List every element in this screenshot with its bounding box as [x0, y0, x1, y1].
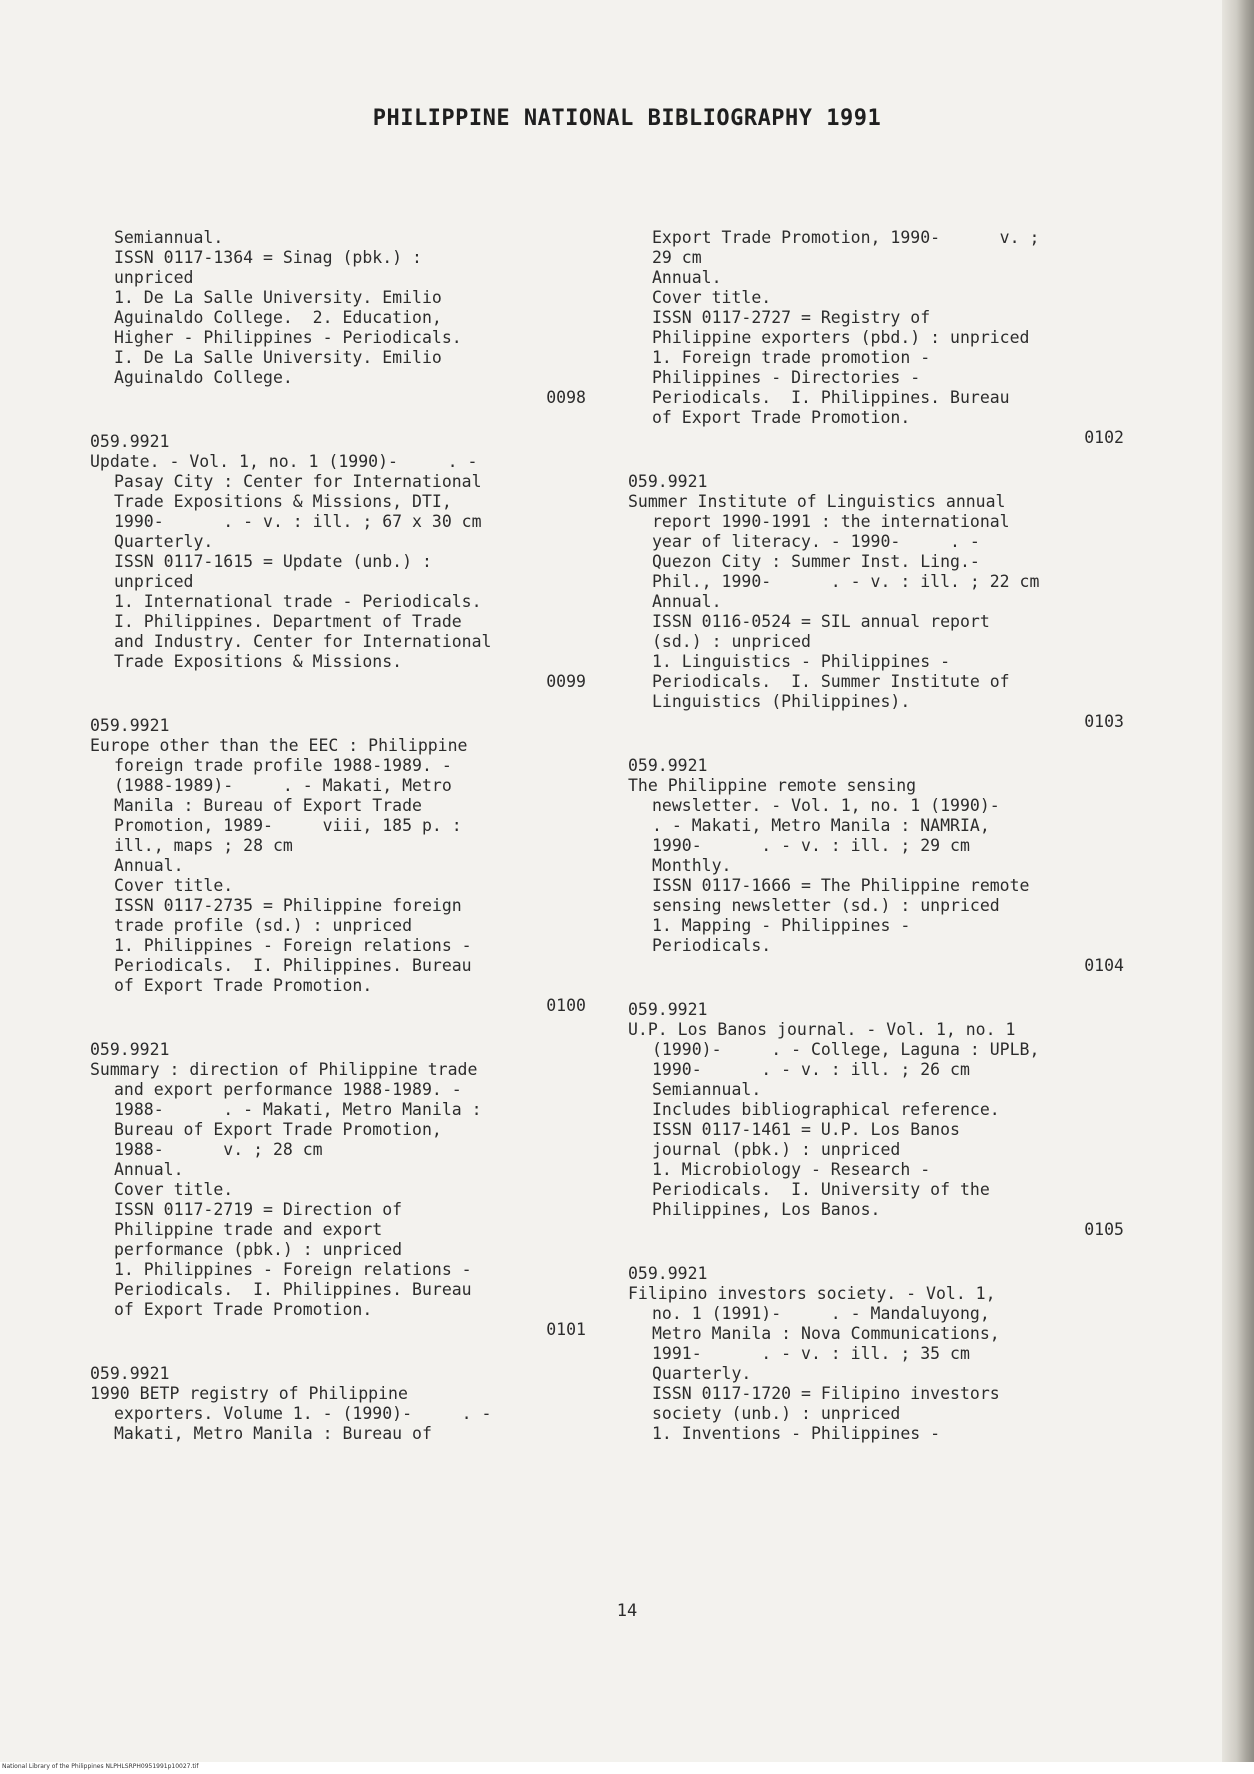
entry-line: 1990- . - v. : ill. ; 67 x 30 cm	[114, 512, 482, 531]
entry-line: of Export Trade Promotion.	[114, 1300, 373, 1319]
page-number: 14	[616, 1601, 638, 1621]
entry-line: 1988- v. ; 28 cm	[114, 1140, 323, 1159]
entry-line: 1. International trade - Periodicals.	[114, 592, 482, 611]
entry-line: Philippines - Directories -	[652, 368, 921, 387]
entry-line: 1. De La Salle University. Emilio	[114, 288, 442, 307]
entry-line: 1990 BETP registry of Philippine	[90, 1384, 408, 1403]
entry-line: no. 1 (1991)- . - Mandaluyong,	[652, 1304, 990, 1323]
entry-line: Quezon City : Summer Inst. Ling.-	[652, 552, 980, 571]
entry-line: Manila : Bureau of Export Trade	[114, 796, 422, 815]
entry-line: Includes bibliographical reference.	[652, 1100, 1000, 1119]
entry-line: Aguinaldo College. 2. Education,	[114, 308, 442, 327]
entry-line: 1. Philippines - Foreign relations -	[114, 1260, 472, 1279]
entry-line: unpriced	[114, 572, 194, 591]
entry-line: journal (pbk.) : unpriced	[652, 1140, 901, 1159]
entry-line: Quarterly.	[114, 532, 214, 551]
entry-line: ISSN 0116-0524 = SIL annual report	[652, 612, 990, 631]
right-column	[628, 228, 1128, 1444]
entry-line: Summary : direction of Philippine trade	[90, 1060, 478, 1079]
call-number: 059.9921	[628, 472, 708, 491]
entry-line: 1. Inventions - Philippines -	[652, 1424, 941, 1443]
bibliographic-entry	[90, 432, 590, 692]
entry-line: ISSN 0117-2719 = Direction of	[114, 1200, 403, 1219]
entry-number: 0104	[1084, 956, 1124, 975]
entry-line: ill., maps ; 28 cm	[114, 836, 293, 855]
entry-line: Aguinaldo College.	[114, 368, 293, 387]
entry-line: Promotion, 1989- viii, 185 p. :	[114, 816, 462, 835]
entry-line: Philippine exporters (pbd.) : unpriced	[652, 328, 1030, 347]
left-column	[90, 228, 590, 1444]
entry-line: I. Philippines. Department of Trade	[114, 612, 462, 631]
entry-line: Makati, Metro Manila : Bureau of	[114, 1424, 432, 1443]
bibliographic-entry	[90, 1364, 590, 1444]
bibliographic-entry	[628, 472, 1128, 732]
bibliographic-entry	[628, 1000, 1128, 1240]
entry-line: 1. Microbiology - Research -	[652, 1160, 931, 1179]
entry-line: 1990- . - v. : ill. ; 29 cm	[652, 836, 970, 855]
entry-line: Trade Expositions & Missions.	[114, 652, 403, 671]
entry-line: Periodicals.	[652, 936, 772, 955]
entry-line: ISSN 0117-1666 = The Philippine remote	[652, 876, 1030, 895]
entry-number: 0102	[1084, 428, 1124, 447]
entry-line: ISSN 0117-1364 = Sinag (pbk.) :	[114, 248, 422, 267]
entry-line: U.P. Los Banos journal. - Vol. 1, no. 1	[628, 1020, 1016, 1039]
entry-line: Annual.	[652, 268, 722, 287]
entry-line: I. De La Salle University. Emilio	[114, 348, 442, 367]
entry-line: Filipino investors society. - Vol. 1,	[628, 1284, 996, 1303]
bibliographic-entry	[90, 228, 590, 408]
call-number: 059.9921	[90, 716, 170, 735]
entry-line: Linguistics (Philippines).	[652, 692, 911, 711]
page-title: PHILIPPINE NATIONAL BIBLIOGRAPHY 1991	[372, 106, 882, 131]
entry-number: 0098	[546, 388, 586, 407]
call-number: 059.9921	[90, 1364, 170, 1383]
entry-line: Cover title.	[114, 876, 234, 895]
call-number: 059.9921	[628, 1264, 708, 1283]
entry-line: and Industry. Center for International	[114, 632, 492, 651]
entry-line: foreign trade profile 1988-1989. -	[114, 756, 452, 775]
entry-line: 1990- . - v. : ill. ; 26 cm	[652, 1060, 970, 1079]
entry-line: 29 cm	[652, 248, 702, 267]
entry-line: of Export Trade Promotion.	[114, 976, 373, 995]
entry-line: Philippines, Los Banos.	[652, 1200, 881, 1219]
entry-line: Cover title.	[114, 1180, 234, 1199]
entry-number: 0101	[546, 1320, 586, 1339]
entry-line: of Export Trade Promotion.	[652, 408, 911, 427]
scan-footer-text: National Library of the Philippines NLPHLSRPH0951991p10027.tif	[2, 1763, 199, 1770]
bibliographic-entry	[90, 1040, 590, 1340]
entry-line: 1. Foreign trade promotion -	[652, 348, 931, 367]
entry-line: Update. - Vol. 1, no. 1 (1990)- . -	[90, 452, 478, 471]
entry-line: 1. Philippines - Foreign relations -	[114, 936, 472, 955]
entry-line: Annual.	[114, 856, 184, 875]
entry-line: Monthly.	[652, 856, 732, 875]
entry-line: (1990)- . - College, Laguna : UPLB,	[652, 1040, 1040, 1059]
entry-line: Trade Expositions & Missions, DTI,	[114, 492, 452, 511]
entry-line: (1988-1989)- . - Makati, Metro	[114, 776, 452, 795]
entry-line: unpriced	[114, 268, 194, 287]
entry-line: The Philippine remote sensing	[628, 776, 917, 795]
entry-line: performance (pbk.) : unpriced	[114, 1240, 403, 1259]
entry-line: 1988- . - Makati, Metro Manila :	[114, 1100, 482, 1119]
entry-line: Higher - Philippines - Periodicals.	[114, 328, 462, 347]
entry-line: ISSN 0117-1615 = Update (unb.) :	[114, 552, 432, 571]
entry-line: Export Trade Promotion, 1990- v. ;	[652, 228, 1040, 247]
entry-line: Metro Manila : Nova Communications,	[652, 1324, 1000, 1343]
entry-line: Bureau of Export Trade Promotion,	[114, 1120, 442, 1139]
entry-line: Semiannual.	[114, 228, 224, 247]
entry-line: 1. Linguistics - Philippines -	[652, 652, 951, 671]
entry-line: ISSN 0117-1720 = Filipino investors	[652, 1384, 1000, 1403]
entry-line: Philippine trade and export	[114, 1220, 383, 1239]
entry-line: Annual.	[114, 1160, 184, 1179]
call-number: 059.9921	[628, 756, 708, 775]
entry-line: Summer Institute of Linguistics annual	[628, 492, 1006, 511]
call-number: 059.9921	[628, 1000, 708, 1019]
entry-line: Periodicals. I. Philippines. Bureau	[114, 956, 472, 975]
entry-line: 1. Mapping - Philippines -	[652, 916, 911, 935]
entry-line: Pasay City : Center for International	[114, 472, 482, 491]
entry-line: Periodicals. I. Philippines. Bureau	[114, 1280, 472, 1299]
entry-line: Quarterly.	[652, 1364, 752, 1383]
entry-number: 0103	[1084, 712, 1124, 731]
entry-line: year of literacy. - 1990- . -	[652, 532, 980, 551]
entry-line: Periodicals. I. Philippines. Bureau	[652, 388, 1010, 407]
entry-line: trade profile (sd.) : unpriced	[114, 916, 413, 935]
entry-line: newsletter. - Vol. 1, no. 1 (1990)-	[652, 796, 1000, 815]
bibliographic-entry	[90, 716, 590, 1016]
bibliographic-entry	[628, 228, 1128, 448]
entry-line: Phil., 1990- . - v. : ill. ; 22 cm	[652, 572, 1040, 591]
entry-number: 0099	[546, 672, 586, 691]
entry-line: ISSN 0117-2727 = Registry of	[652, 308, 931, 327]
entry-line: society (unb.) : unpriced	[652, 1404, 901, 1423]
entry-line: report 1990-1991 : the international	[652, 512, 1010, 531]
entry-line: exporters. Volume 1. - (1990)- . -	[114, 1404, 492, 1423]
entry-line: sensing newsletter (sd.) : unpriced	[652, 896, 1000, 915]
call-number: 059.9921	[90, 432, 170, 451]
bibliographic-entry	[628, 756, 1128, 976]
entry-line: Periodicals. I. University of the	[652, 1180, 990, 1199]
entry-line: 1991- . - v. : ill. ; 35 cm	[652, 1344, 970, 1363]
book-spine-shadow	[1222, 0, 1254, 1774]
entry-line: Europe other than the EEC : Philippine	[90, 736, 468, 755]
entry-line: Cover title.	[652, 288, 772, 307]
bibliographic-entry	[628, 1264, 1128, 1444]
entry-line: . - Makati, Metro Manila : NAMRIA,	[652, 816, 990, 835]
call-number: 059.9921	[90, 1040, 170, 1059]
entry-line: ISSN 0117-2735 = Philippine foreign	[114, 896, 462, 915]
entry-line: and export performance 1988-1989. -	[114, 1080, 462, 1099]
entry-line: Periodicals. I. Summer Institute of	[652, 672, 1010, 691]
entry-number: 0100	[546, 996, 586, 1015]
entry-line: Semiannual.	[652, 1080, 762, 1099]
entry-number: 0105	[1084, 1220, 1124, 1239]
entry-line: (sd.) : unpriced	[652, 632, 811, 651]
entry-line: ISSN 0117-1461 = U.P. Los Banos	[652, 1120, 960, 1139]
entry-line: Annual.	[652, 592, 722, 611]
